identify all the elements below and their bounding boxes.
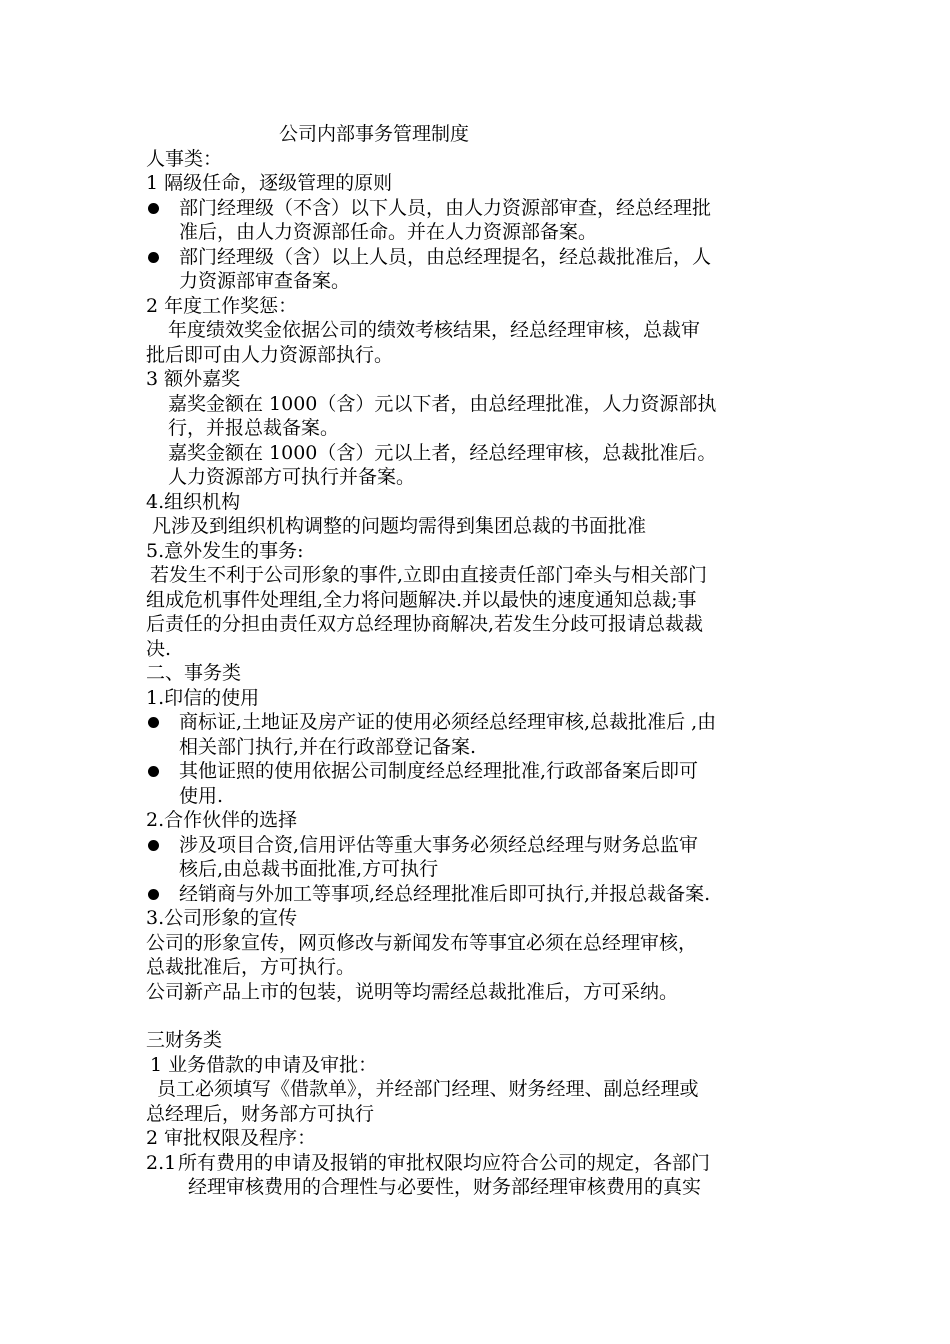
subsection-heading: 1 业务借款的申请及审批： bbox=[150, 1053, 378, 1076]
bullet-dot-icon bbox=[148, 766, 159, 777]
subsection-heading: 1 隔级任命，逐级管理的原则 bbox=[146, 172, 393, 194]
paragraph-line: 嘉奖金额在 1000（含）元以上者，经总经理审核，总裁批准后。 bbox=[168, 441, 717, 464]
paragraph-line: 所有费用的申请及报销的审批权限均应符合公司的规定，各部门 bbox=[178, 1151, 711, 1174]
bullet-dot-icon bbox=[148, 203, 159, 214]
paragraph-line: 公司新产品上市的包装，说明等均需经总裁批准后，方可采纳。 bbox=[146, 980, 679, 1003]
paragraph-line: 后责任的分担由责任双方总经理协商解决,若发生分歧可报请总裁裁 bbox=[146, 613, 704, 635]
bullet-line: 准后，由人力资源部任命。并在人力资源部备案。 bbox=[179, 221, 598, 243]
subsection-heading: 4.组织机构 bbox=[146, 490, 241, 513]
bullet-line: 涉及项目合资,信用评估等重大事务必须经总经理与财务总监审 bbox=[179, 833, 699, 856]
blank-line bbox=[146, 1004, 810, 1028]
bullet-item bbox=[146, 196, 810, 245]
bullet-dot-icon bbox=[148, 252, 159, 263]
paragraph-line: 人力资源部方可执行并备案。 bbox=[168, 466, 416, 488]
bullet-dot-icon bbox=[148, 889, 159, 900]
paragraph-line: 批后即可由人力资源部执行。 bbox=[146, 343, 394, 366]
bullet-line: 商标证,土地证及房产证的使用必须经总经理审核,总裁批准后 ,由 bbox=[179, 711, 717, 733]
bullet-item bbox=[146, 882, 810, 907]
bullet-dot-icon bbox=[148, 717, 159, 728]
subsection-heading: 3 额外嘉奖 bbox=[146, 368, 241, 390]
paragraph-line: 员工必须填写《借款单》，并经部门经理、财务经理、副总经理或 bbox=[157, 1078, 699, 1100]
paragraph-line: 公司的形象宣传，网页修改与新闻发布等事宜必须在总经理审核， bbox=[146, 931, 698, 954]
numbered-item bbox=[146, 1151, 810, 1200]
paragraph-line: 总经理后，财务部方可执行 bbox=[146, 1102, 375, 1125]
bullet-line: 核后,由总裁书面批准,方可执行 bbox=[179, 858, 439, 880]
bullet-line: 其他证照的使用依据公司制度经总经理批准,行政部备案后即可 bbox=[179, 760, 699, 782]
subsection-heading: 2.合作伙伴的选择 bbox=[146, 809, 298, 831]
bullet-item bbox=[146, 759, 810, 808]
subsection-heading: 3.公司形象的宣传 bbox=[146, 907, 298, 929]
paragraph-line: 若发生不利于公司形象的事件,立即由直接责任部门牵头与相关部门 bbox=[150, 564, 708, 586]
bullet-line: 部门经理级（不含）以下人员，由人力资源部审查，经总经理批 bbox=[179, 196, 712, 219]
paragraph-line: 凡涉及到组织机构调整的问题均需得到集团总裁的书面批准 bbox=[152, 515, 647, 537]
bullet-item bbox=[146, 833, 810, 882]
bullet-line: 力资源部审查备案。 bbox=[179, 270, 351, 292]
subsection-heading: 2 审批权限及程序： bbox=[146, 1127, 317, 1149]
document-title: 公司内部事务管理制度 bbox=[279, 123, 470, 145]
bullet-dot-icon bbox=[148, 840, 159, 851]
bullet-line: 使用. bbox=[179, 784, 224, 807]
paragraph-line: 年度绩效奖金依据公司的绩效考核结果，经总经理审核，总裁审 bbox=[168, 319, 701, 341]
subsection-heading: 1.印信的使用 bbox=[146, 686, 260, 709]
bullet-item bbox=[146, 710, 810, 759]
bullet-line: 经销商与外加工等事项,经总经理批准后即可执行,并报总裁备案. bbox=[179, 882, 711, 905]
item-number: 2.1 bbox=[146, 1151, 177, 1174]
paragraph-line: 经理审核费用的合理性与必要性，财务部经理审核费用的真实 bbox=[188, 1176, 702, 1198]
subsection-heading: 5.意外发生的事务: bbox=[146, 539, 304, 562]
bullet-line: 相关部门执行,并在行政部登记备案. bbox=[179, 735, 477, 758]
subsection-heading: 2 年度工作奖惩： bbox=[146, 294, 298, 317]
paragraph-line: 组成危机事件处理组,全力将问题解决.并以最快的速度通知总裁;事 bbox=[146, 588, 697, 611]
bullet-item bbox=[146, 245, 810, 294]
section-heading-affairs: 二、事务类 bbox=[146, 662, 242, 684]
paragraph-line: 总裁批准后，方可执行。 bbox=[146, 956, 356, 978]
paragraph-line: 嘉奖金额在 1000（含）元以下者，由总经理批准，人力资源部执 bbox=[168, 392, 717, 415]
paragraph-line: 行，并报总裁备案。 bbox=[168, 417, 340, 439]
bullet-line: 部门经理级（含）以上人员，由总经理提名，经总裁批准后，人 bbox=[179, 245, 712, 268]
document-page bbox=[146, 122, 810, 1200]
section-heading-personnel: 人事类： bbox=[146, 147, 223, 170]
section-heading-finance: 三财务类 bbox=[146, 1029, 223, 1051]
paragraph-line: 决. bbox=[146, 637, 172, 660]
